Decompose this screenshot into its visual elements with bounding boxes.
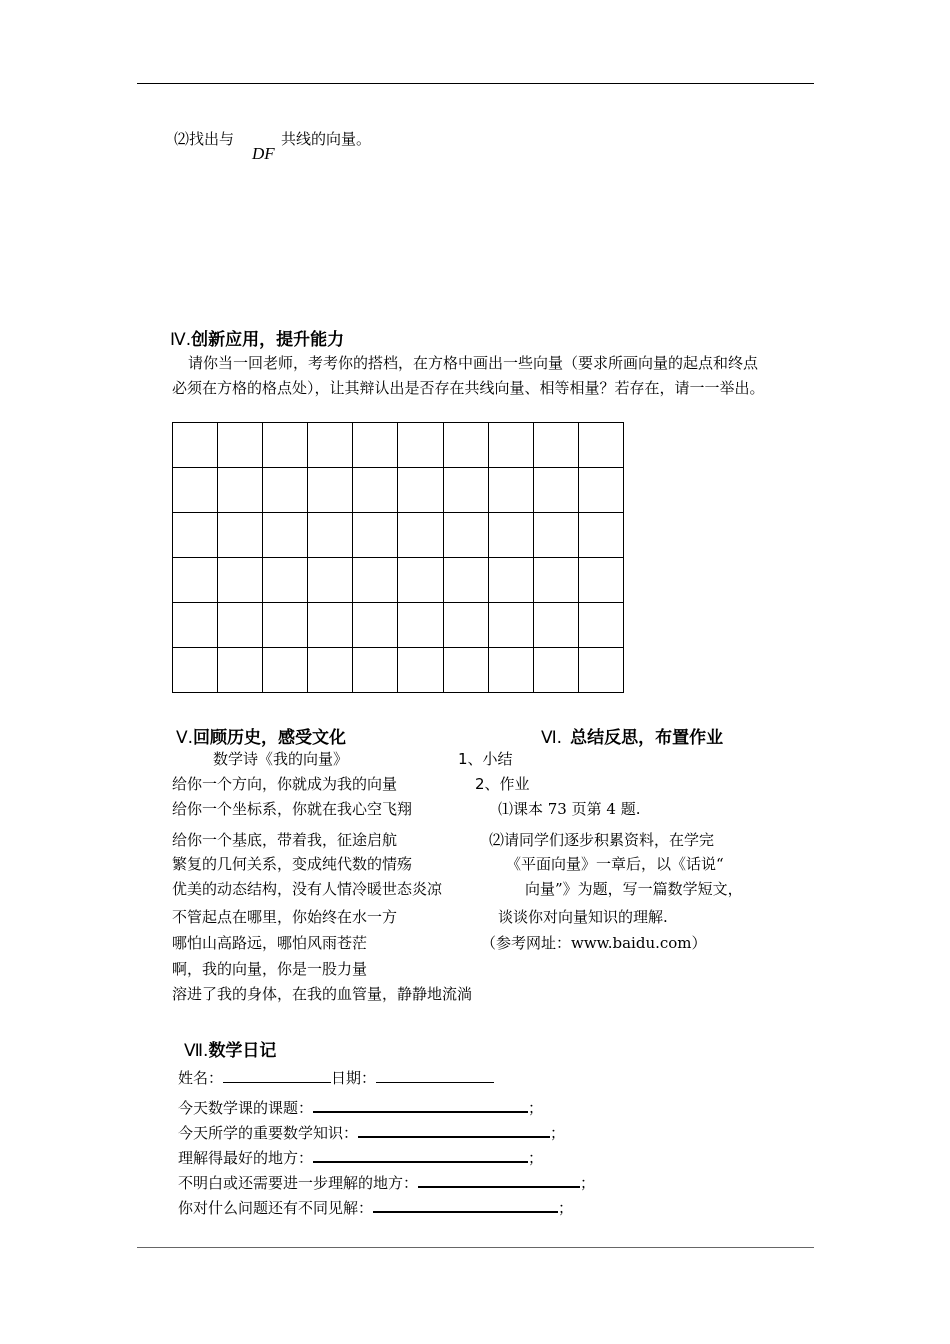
knowledge-field[interactable] [358, 1121, 550, 1138]
homework-item: 2、作业 [475, 775, 530, 793]
diary-row-topic: 今天数学课的课题： ； [178, 1096, 543, 1118]
section6-title: 总结反思，布置作业 [570, 728, 724, 748]
name-field[interactable] [223, 1067, 331, 1083]
opinion-field[interactable] [373, 1196, 558, 1213]
name-label: 姓名： [178, 1069, 224, 1087]
homework-2-line4: 谈谈你对向量知识的理解. [498, 908, 668, 926]
section5-num: Ⅴ. [176, 728, 194, 748]
diary-row-understood: 理解得最好的地方： ； [178, 1146, 543, 1168]
homework-1: ⑴课本 73 页第 4 题. [498, 800, 641, 818]
section6-num: Ⅵ. [541, 728, 563, 748]
square-grid[interactable] [172, 422, 624, 693]
summary-item: 1、小结 [458, 750, 513, 768]
poem-line: 不管起点在哪里，你始终在水一方 [172, 908, 398, 926]
section4-para-line2: 必须在方格的格点处），让其辩认出是否存在共线向量、相等相量？若存在，请一一举出。 [172, 379, 765, 397]
section7-num: Ⅶ. [184, 1041, 209, 1061]
poem-line: 给你一个基底，带着我，征途启航 [172, 831, 398, 849]
name-date-row [178, 1067, 494, 1088]
poem-line: 给你一个方向，你就成为我的向量 [172, 775, 398, 793]
section5-title: 回顾历史，感受文化 [193, 728, 347, 748]
homework-2-line1: ⑵请同学们逐步积累资料，在学完 [489, 831, 715, 849]
section4-num: Ⅳ. [170, 330, 192, 350]
poem-line: 优美的动态结构，没有人情冷暖世态炎凉 [172, 880, 443, 898]
header-rule [137, 83, 814, 84]
poem-line: 哪怕山高路远，哪怕风雨苍茫 [172, 934, 368, 952]
homework-2-line3: 向量”》为题，写一篇数学短文， [525, 880, 743, 898]
unclear-field[interactable] [418, 1171, 580, 1188]
section4-heading [170, 325, 344, 350]
section4-para-line1: 请你当一回老师，考考你的搭档，在方格中画出一些向量（要求所画向量的起点和终点 [188, 354, 759, 372]
part2-prefix: ⑵找出与 [174, 130, 235, 148]
topic-field[interactable] [313, 1096, 528, 1113]
section7-heading [184, 1036, 276, 1061]
poem-title: 数学诗《我的向量》 [213, 750, 349, 768]
poem-line: 给你一个坐标系，你就在我心空飞翔 [172, 800, 413, 818]
date-label: 日期： [331, 1069, 377, 1087]
section7-title: 数学日记 [208, 1041, 277, 1061]
poem-line: 啊，我的向量，你是一股力量 [172, 960, 368, 978]
understood-field[interactable] [313, 1146, 528, 1163]
vector-df: DF [252, 144, 275, 163]
part2-line [174, 128, 234, 149]
reference-url: （参考网址：www.baidu.com） [481, 934, 707, 952]
section4-title: 创新应用，提升能力 [191, 330, 345, 350]
part2-suffix: 共线的向量。 [281, 130, 372, 148]
section5-heading [176, 723, 346, 748]
diary-row-knowledge: 今天所学的重要数学知识： ； [178, 1121, 565, 1143]
section6-heading [541, 723, 723, 748]
homework-2-line2: 《平面向量》一章后，以《话说“ [506, 855, 724, 873]
poem-line: 繁复的几何关系，变成纯代数的情殇 [172, 855, 413, 873]
date-field[interactable] [376, 1067, 494, 1083]
diary-row-unclear: 不明白或还需要进一步理解的地方： ； [178, 1171, 595, 1193]
diary-row-opinion: 你对什么问题还有不同见解： ； [178, 1196, 573, 1218]
poem-line: 溶进了我的身体，在我的血管量，静静地流淌 [172, 985, 473, 1003]
footer-rule [137, 1247, 814, 1248]
